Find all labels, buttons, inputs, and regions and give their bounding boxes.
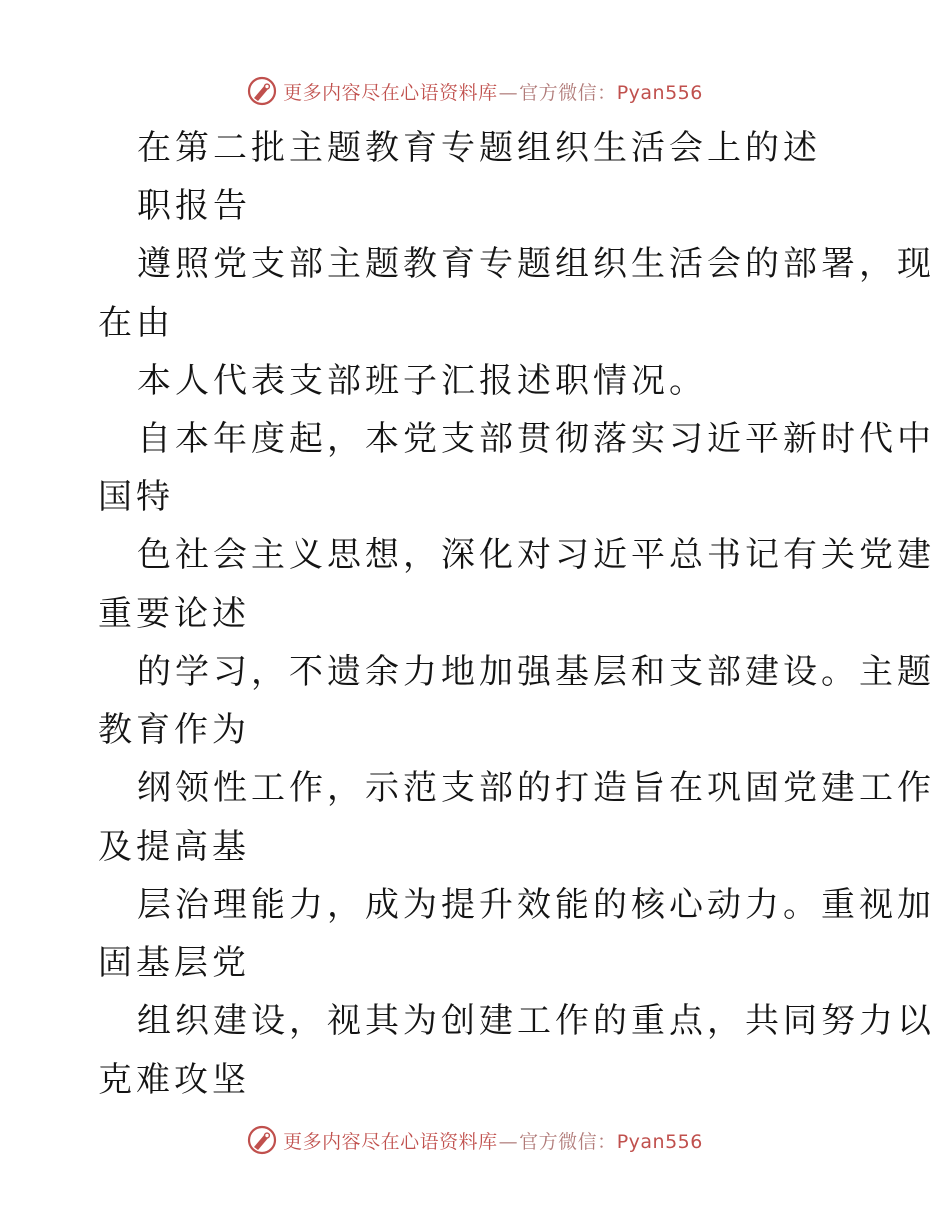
- header-watermark: [0, 71, 950, 111]
- watermark-dash: —: [498, 81, 519, 104]
- paragraph-line: 层治理能力，成为提升效能的核心动力。重视加: [137, 885, 935, 925]
- watermark-site: 更多内容尽在心语资料库: [283, 81, 498, 104]
- paragraph-line: 重要论述: [98, 594, 250, 634]
- paragraph-line: 在由: [98, 303, 174, 343]
- paragraph-line: 本人代表支部班子汇报述职情况。: [137, 361, 707, 401]
- paragraph-line: 固基层党: [98, 943, 250, 983]
- paragraph-line: 自本年度起，本党支部贯彻落实习近平新时代中: [137, 419, 935, 459]
- paragraph-line: 国特: [98, 477, 174, 517]
- paragraph-line: 及提高基: [98, 827, 250, 867]
- watermark-dash: —: [498, 1130, 519, 1153]
- watermark-text: [283, 78, 703, 105]
- document-title-line-1: 在第二批主题教育专题组织生活会上的述: [137, 128, 821, 168]
- paragraph-line: 纲领性工作，示范支部的打造旨在巩固党建工作: [137, 768, 935, 808]
- watermark-label: 官方微信：: [519, 1130, 617, 1153]
- document-title-line-2: 职报告: [137, 186, 251, 226]
- pen-logo-icon: [247, 1125, 277, 1155]
- paragraph-line: 教育作为: [98, 710, 250, 750]
- watermark-text: [283, 1127, 703, 1154]
- watermark-id: Pyan556: [616, 1130, 703, 1153]
- watermark-label: 官方微信：: [519, 81, 617, 104]
- watermark-site: 更多内容尽在心语资料库: [283, 1130, 498, 1153]
- paragraph-line: 的学习，不遗余力地加强基层和支部建设。主题: [137, 652, 935, 692]
- footer-watermark: [0, 1120, 950, 1160]
- paragraph-line: 克难攻坚: [98, 1060, 250, 1100]
- paragraph-line: 组织建设，视其为创建工作的重点，共同努力以: [137, 1001, 935, 1041]
- watermark-id: Pyan556: [616, 81, 703, 104]
- pen-logo-icon: [247, 76, 277, 106]
- paragraph-line: 色社会主义思想，深化对习近平总书记有关党建: [137, 535, 935, 575]
- paragraph-line: 遵照党支部主题教育专题组织生活会的部署，现: [137, 244, 935, 284]
